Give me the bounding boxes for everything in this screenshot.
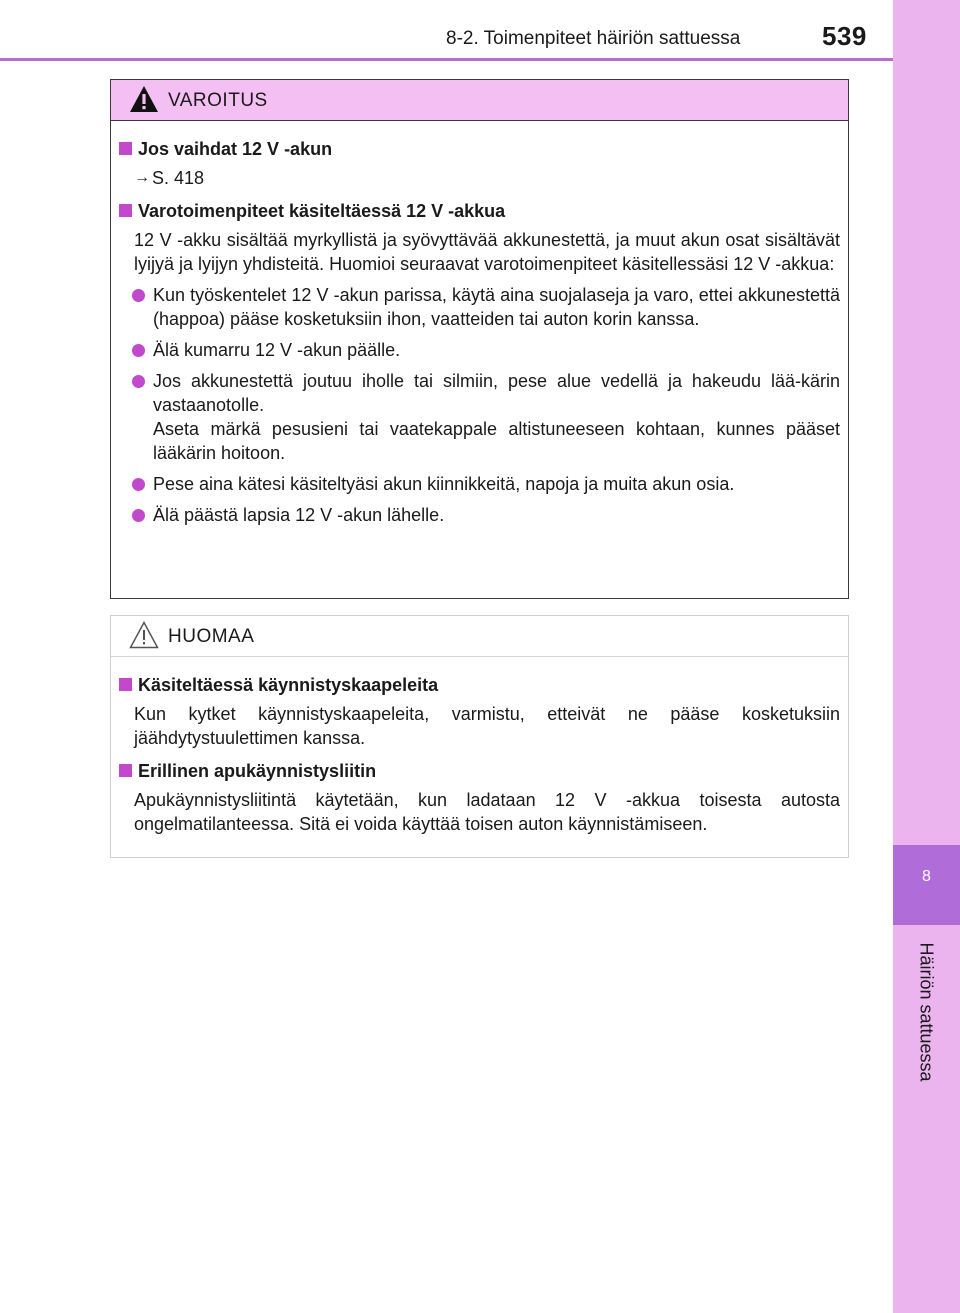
square-bullet-icon [119,678,132,691]
round-bullet-icon [132,344,145,357]
page-reference [119,166,840,190]
round-bullet-icon [132,375,145,388]
warning-triangle-icon [129,85,159,118]
round-bullet-icon [132,509,145,522]
warning-label: VAROITUS [168,90,268,111]
list-item: Älä päästä lapsia 12 V -akun lähelle. [119,503,840,527]
notice-body [111,657,848,836]
round-bullet-icon [132,289,145,302]
chapter-label: Häiriön sattuessa [916,942,937,1082]
section-text: Apukäynnistysliitintä käytetään, kun ladataan 12 V -akkua toisesta autosta ongelmatilanteessa. Sitä ei voida käyttää toisen auton käynnistämiseen. [134,790,840,834]
reference-text: S. 418 [152,168,205,188]
warning-section-battery-handling [119,199,840,527]
notice-section-jumper-cables [119,673,840,750]
bullet-list [119,283,840,527]
section-title: Erillinen apukäynnistysliitin [138,761,377,781]
chapter-number: 8 [922,868,931,885]
warning-section-battery-replace [119,137,840,190]
square-bullet-icon [119,764,132,777]
warning-body [111,121,848,527]
list-item: Pese aina kätesi käsiteltyäsi akun kiinnikkeitä, napoja ja muita akun osia. [119,472,840,496]
header-divider [0,58,893,61]
notice-label: HUOMAA [168,626,255,647]
notice-triangle-icon [129,621,159,654]
section-text: Kun kytket käynnistyskaapeleita, varmistu, etteivät ne pääse kosketuksiin jäähdytystuulettimen kanssa. [134,704,840,748]
section-text: 12 V -akku sisältää myrkyllistä ja syövyttävää akkunestettä, ja muut akun osat sisältävät lyijyä ja lyijyn yhdisteitä. Huomioi seuraavat varotoimenpiteet käsitellessäsi 12 V -akkua: [134,230,840,274]
section-title: Käsiteltäessä käynnistyskaapeleita [138,675,439,695]
warning-header [111,80,848,121]
notice-header [111,616,848,657]
notice-box [110,615,849,858]
square-bullet-icon [119,204,132,217]
page-header-title: 8-2. Toimenpiteet häiriön sattuessa [446,28,741,49]
square-bullet-icon [119,142,132,155]
list-item: Älä kumarru 12 V -akun päälle. [119,338,840,362]
warning-box [110,79,849,599]
list-item: Kun työskentelet 12 V -akun parissa, käytä aina suojalaseja ja varo, ettei akkunestettä (happoa) pääse kosketuksiin ihon, vaatteiden tai auton korin kanssa. [119,283,840,331]
chapter-side-tab [893,0,960,1313]
section-title: Jos vaihdat 12 V -akun [138,139,333,159]
section-title: Varotoimenpiteet käsiteltäessä 12 V -akkua [138,201,506,221]
notice-section-jump-start-terminal [119,759,840,836]
page-number: 539 [822,21,867,51]
list-item: Jos akkunestettä joutuu iholle tai silmiin, pese alue vedellä ja hakeudu lää-kärin vastaanotolle. Aseta märkä pesusieni tai vaatekappale altistuneeseen kohtaan, kunnes pääset lääkärin hoitoon. [119,369,840,465]
round-bullet-icon [132,478,145,491]
arrow-right-icon: → [134,169,150,186]
